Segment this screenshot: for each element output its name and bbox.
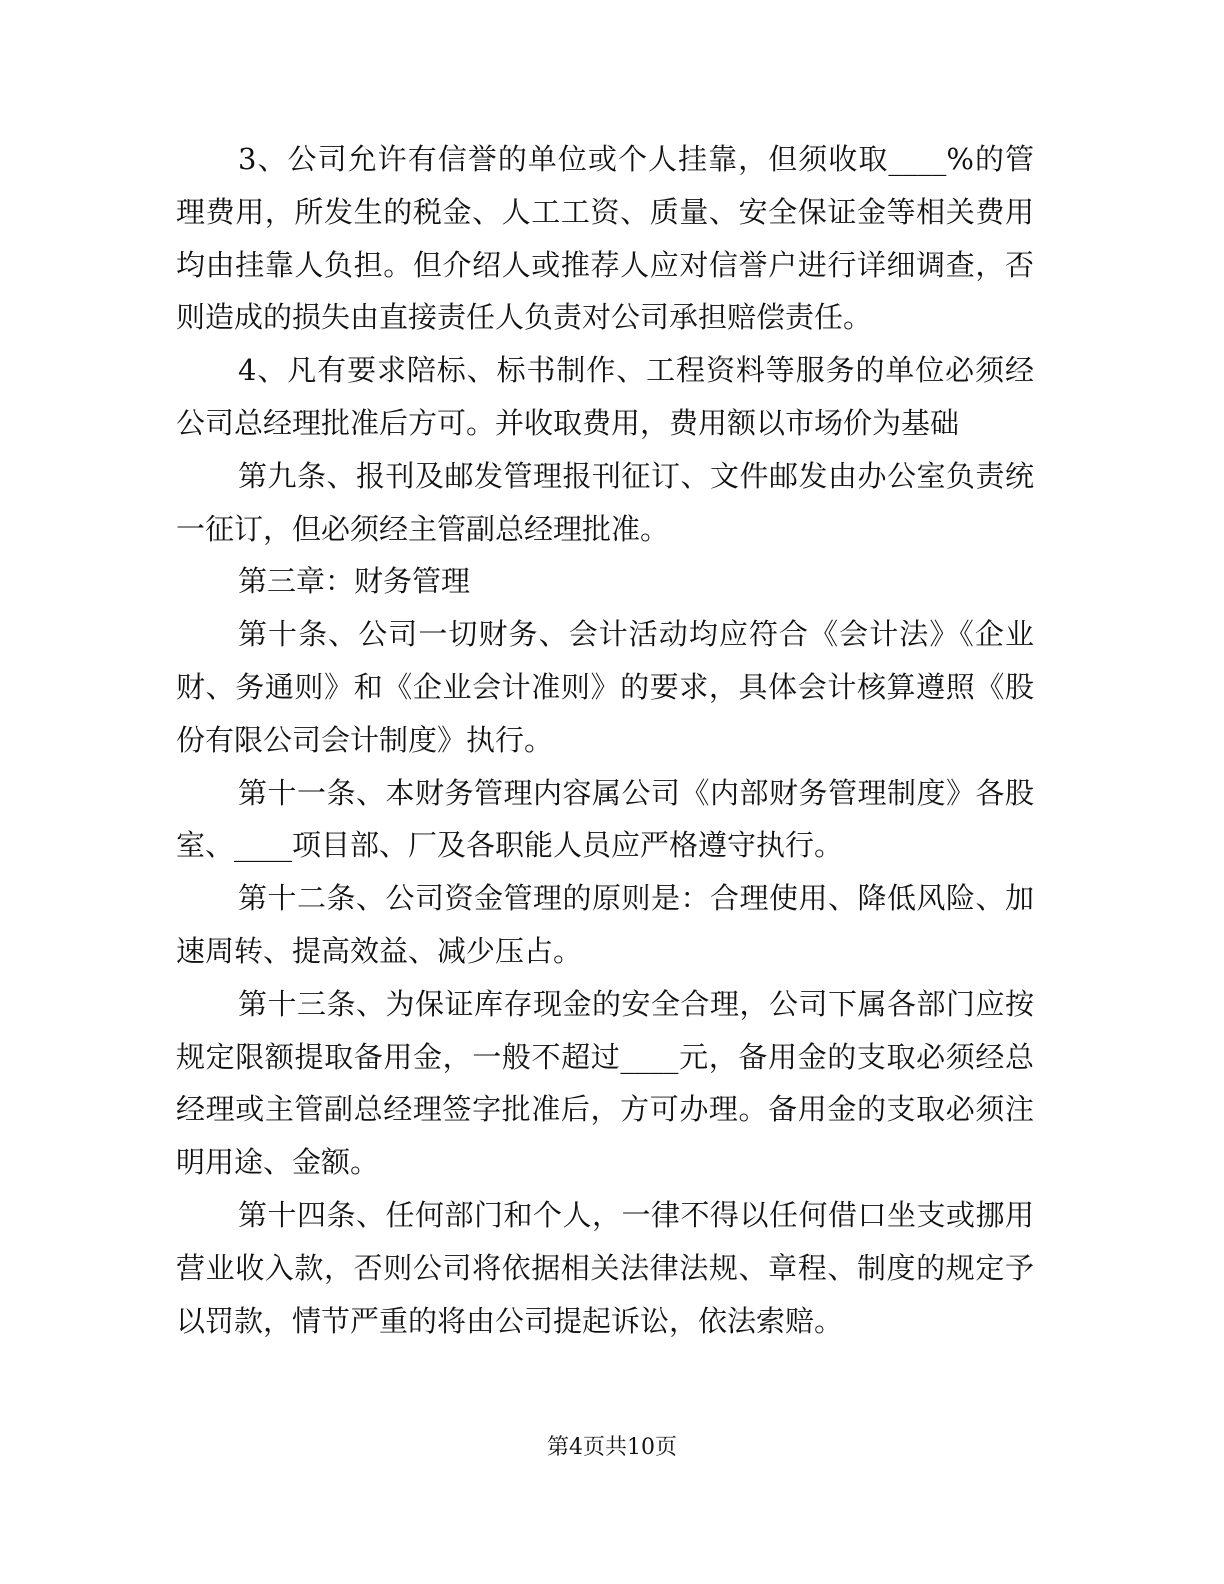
paragraph-article-9: 第九条、报刊及邮发管理报刊征订、文件邮发由办公室负责统一征订，但必须经主管副总经理批准。 xyxy=(176,458,1034,546)
paragraph-clause-4: 4、凡有要求陪标、标书制作、工程资料等服务的单位必须经公司总经理批准后方可。并收取费用，费用额以市场价为基础 xyxy=(176,353,1034,440)
chapter-heading: 第三章：财务管理 xyxy=(238,564,471,599)
document-body xyxy=(176,133,1034,1347)
page-number-footer: 第4页共10页 xyxy=(547,1435,677,1460)
paragraph-article-11: 第十一条、本财务管理内容属公司《内部财务管理制度》各股室、____项目部、厂及各职能人员应严格遵守执行。 xyxy=(176,775,1034,863)
paragraph-article-12: 第十二条、公司资金管理的原则是：合理使用、降低风险、加速周转、提高效益、减少压占。 xyxy=(176,881,1034,968)
paragraph-article-14: 第十四条、任何部门和个人，一律不得以任何借口坐支或挪用营业收入款，否则公司将依据相关法律法规、章程、制度的规定予以罚款，情节严重的将由公司提起诉讼，依法索赔。 xyxy=(176,1197,1034,1338)
paragraph-article-10: 第十条、公司一切财务、会计活动均应符合《会计法》《企业财、务通则》和《企业会计准则》的要求，具体会计核算遵照《股份有限公司会计制度》执行。 xyxy=(176,617,1034,757)
paragraph-clause-3: 3、公司允许有信誉的单位或个人挂靠，但须收取____%的管理费用，所发生的税金、人工工资、质量、安全保证金等相关费用均由挂靠人负担。但介绍人或推荐人应对信誉户进行详细调查，否则造成的损失由直接责任人负责对公司承担赔偿责任。 xyxy=(176,142,1034,335)
paragraph-article-13: 第十三条、为保证库存现金的安全合理，公司下属各部门应按规定限额提取备用金，一般不超过____元，备用金的支取必须经总经理或主管副总经理签字批准后，方可办理。备用金的支取必须注明用途、金额。 xyxy=(176,986,1034,1180)
